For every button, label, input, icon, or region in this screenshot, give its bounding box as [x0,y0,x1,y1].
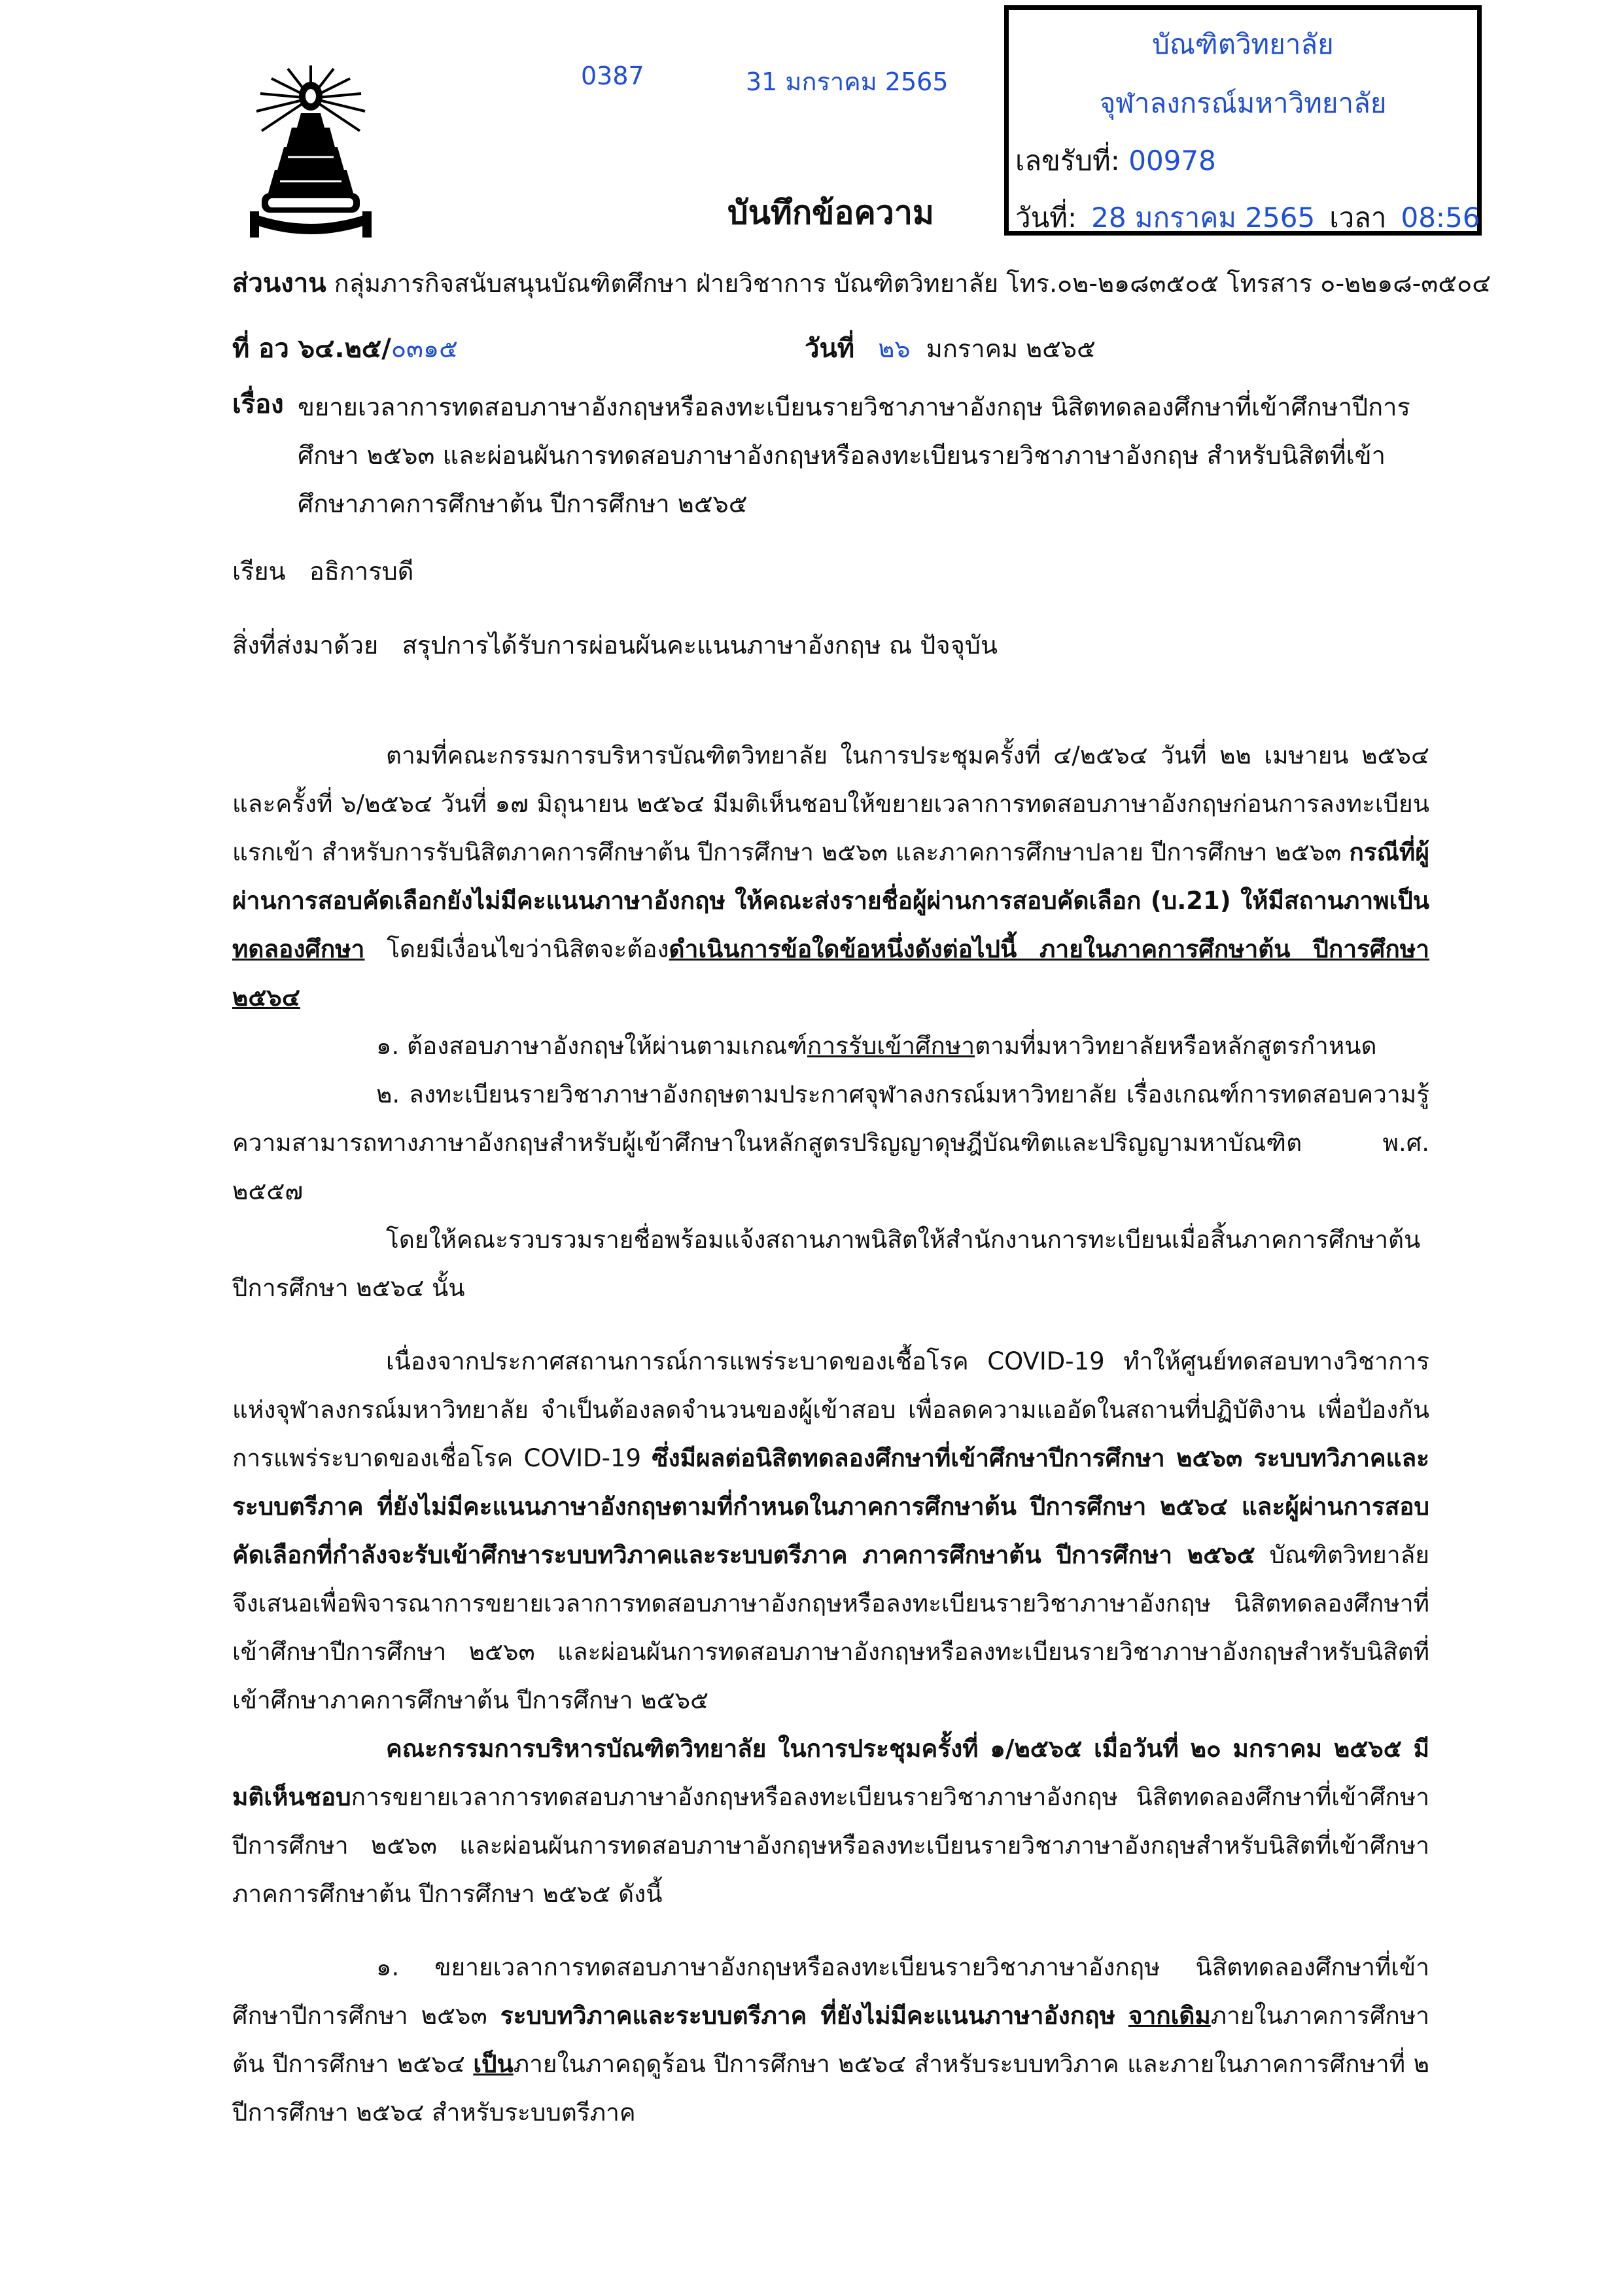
memo-title: บันทึกข้อความ [727,194,934,232]
p5-from-label: จากเดิม [1128,2002,1211,2030]
p1-condition: กรณีที่ผู้ผ่านการสอบคัดเลือกยังไม่มีคะแนนภาษาอังกฤษ ให้คณะส่งรายชื่อผู้ผ่านการสอบคัดเลือก (บ.21) ให้มีสถานภาพเป็น [232,838,1429,915]
document-number: 0387 [581,62,644,90]
p2-text: โดยให้คณะรวบรวมรายชื่อพร้อมแจ้งสถานภาพนิสิตให้สำนักงานการทะเบียนเมื่อสิ้นภาคการศึกษาต้น ปีการศึกษา ๒๕๖๔ นั้น [232,1226,1421,1302]
stamp-time: 08:56 [1401,202,1480,234]
item1-tail: ตามที่มหาวิทยาลัยหรือหลักสูตรกำหนด [975,1032,1377,1060]
stamp-receipt-row [1015,139,1216,183]
enclosure-value: สรุปการได้รับการผ่อนผันคะแนนภาษาอังกฤษ ณ ปัจจุบัน [402,631,998,660]
department-value: กลุ่มภารกิจสนับสนุนบัณฑิตศึกษา ฝ่ายวิชาการ บัณฑิตวิทยาลัย โทร.๐๒-๒๑๘๓๕๐๕ โทรสาร ๐-๒๒๑๘-๓๕๐๔ [334,269,1491,298]
subject-label: เรื่อง [232,389,284,419]
recipient-value: อธิการบดี [309,557,414,586]
p4-resolution: คณะกรรมการบริหารบัณฑิตวิทยาลัย ในการประชุมครั้งที่ ๑/๒๕๖๕ เมื่อวันที่ ๒๐ มกราคม ๒๕๖๕ มีมติเห็นชอบ [232,1735,1429,1811]
body-paragraph-4 [232,1725,1429,1918]
body-item-2 [232,1070,1429,1216]
receipt-stamp [1004,5,1482,236]
reference-row [232,327,458,369]
p3-proposal: บัณฑิตวิทยาลัย จึงเสนอเพื่อพิจารณาการขยายเวลาการทดสอบภาษาอังกฤษหรือลงทะเบียนรายวิชาภาษาอังกฤษ นิสิตทดลองศึกษาที่เข้าศึกษาปีการศึกษา ๒๕๖๓ และผ่อนผันการทดสอบภาษาอังกฤษหรือลงทะเบียนรายวิชาภาษาอังกฤษสำหรับนิสิตที่เข้าศึกษาภาคการศึกษาต้น ปีการศึกษา ๒๕๖๕ [232,1541,1429,1714]
document-date: 31 มกราคม 2565 [746,67,949,96]
item1-text: ๑. ต้องสอบภาษาอังกฤษให้ผ่านตามเกณฑ์ [376,1032,807,1060]
body-paragraph-5 [232,1943,1429,2137]
reference-label: ที่ อว ๖๔.๒๕/ [232,334,391,364]
p5-scope: ระบบทวิภาคและระบบตรีภาค ที่ยังไม่มีคะแนนภาษาอังกฤษ [500,2002,1115,2030]
p3-intro: เนื่องจากประกาศสถานการณ์การแพร่ระบาดของเชื้อโรค COVID-19 ทำให้ศูนย์ทดสอบทางวิชาการแห่งจุฬาลงกรณ์มหาวิทยาลัย จำเป็นต้องลดจำนวนของผู้เข้าสอบ เพื่อลดความแออัดในสถานที่ปฏิบัติงาน เพื่อป้องกันการแพร่ระบาดของเชื่อโรค COVID-19 [232,1347,1429,1472]
date-label: วันที่ [805,334,855,364]
item2-text: ๒. ลงทะเบียนรายวิชาภาษาอังกฤษตามประกาศจุฬาลงกรณ์มหาวิทยาลัย เรื่องเกณฑ์การทดสอบความรู้ความสามารถทางภาษาอังกฤษสำหรับผู้เข้าศึกษาในหลักสูตรปริญญาดุษฎีบัณฑิตและปริญญามหาบัณฑิต พ.ศ. ๒๕๕๗ [232,1080,1429,1205]
date-day: ๒๖ [878,334,911,363]
stamp-time-label: เวลา [1329,202,1387,234]
p1-deadline: ดำเนินการข้อใดข้อหนึ่งดังต่อไปนี้ ภายในภาคการศึกษาต้น ปีการศึกษา ๒๕๖๔ [232,935,1429,1012]
body-paragraph-1 [232,732,1429,1022]
stamp-university: จุฬาลงกรณ์มหาวิทยาลัย [1099,87,1387,119]
date-row [805,327,1096,369]
university-crest-icon [249,62,373,252]
stamp-receipt-label: เลขรับที่: [1015,145,1120,177]
subject-text: ขยายเวลาการทดสอบภาษาอังกฤษหรือลงทะเบียนรายวิชาภาษาอังกฤษ นิสิตทดลองศึกษาที่เข้าศึกษาปีการศึกษา ๒๕๖๓ และผ่อนผันการทดสอบภาษาอังกฤษหรือลงทะเบียนรายวิชาภาษาอังกฤษ สำหรับนิสิตที่เข้าศึกษาภาคการศึกษาต้น ปีการศึกษา ๒๕๖๕ [298,393,1410,518]
stamp-date-row [1015,196,1480,239]
p5-from: ภายในภาคการศึกษาต้น ปีการศึกษา ๒๕๖๔ [232,2002,1429,2078]
body-item-1 [232,1022,1429,1070]
recipient-label: เรียน [232,557,286,586]
department-label: ส่วนงาน [232,268,326,298]
body-paragraph-2 [232,1216,1429,1313]
stamp-office: บัณฑิตวิทยาลัย [1152,28,1334,60]
item1-admission: การรับเข้าศึกษา [807,1032,975,1060]
p1-trial-status: ทดลองศึกษา [232,935,365,963]
body-paragraph-3 [232,1337,1429,1725]
p5-to-label: เป็น [473,2050,514,2078]
stamp-date: 28 มกราคม 2565 [1091,202,1316,234]
p1-requirement: โดยมีเงื่อนไขว่านิสิตจะต้อง [364,935,669,963]
p3-impact: ซึ่งมีผลต่อนิสิตทดลองศึกษาที่เข้าศึกษาปีการศึกษา ๒๕๖๓ ระบบทวิภาคและระบบตรีภาค ที่ยังไม่มีคะแนนภาษาอังกฤษตามที่กำหนดในภาคการศึกษาต้น ปีการศึกษา ๒๕๖๔ และผู้ผ่านการสอบคัดเลือกที่กำลังจะรับเข้าศึกษาระบบทวิภาคและระบบตรีภาค ภาคการศึกษาต้น ปีการศึกษา ๒๕๖๕ [232,1444,1429,1569]
p1-intro: ตามที่คณะกรรมการบริหารบัณฑิตวิทยาลัย ในการประชุมครั้งที่ ๔/๒๕๖๔ วันที่ ๒๒ เมษายน ๒๕๖๔ และครั้งที่ ๖/๒๕๖๔ วันที่ ๑๗ มิถุนายน ๒๕๖๔ มีมติเห็นชอบให้ขยายเวลาการทดสอบภาษาอังกฤษก่อนการลงทะเบียนแรกเข้า สำหรับการรับนิสิตภาคการศึกษาต้น ปีการศึกษา ๒๕๖๓ และภาคการศึกษาปลาย ปีการศึกษา ๒๕๖๓ [232,741,1429,866]
stamp-date-label: วันที่: [1015,202,1077,234]
reference-number: ๐๓๑๕ [391,334,458,363]
enclosure-row [232,625,998,665]
p5-intro: ๑. ขยายเวลาการทดสอบภาษาอังกฤษหรือลงทะเบียนรายวิชาภาษาอังกฤษ นิสิตทดลองศึกษาที่เข้าศึกษาปีการศึกษา ๒๕๖๓ [232,1953,1429,2030]
p4-text: การขยายเวลาการทดสอบภาษาอังกฤษหรือลงทะเบียนรายวิชาภาษาอังกฤษ นิสิตทดลองศึกษาที่เข้าศึกษาปีการศึกษา ๒๕๖๓ และผ่อนผันการทดสอบภาษาอังกฤษหรือลงทะเบียนรายวิชาภาษาอังกฤษสำหรับนิสิตที่เข้าศึกษาภาคการศึกษาต้น ปีการศึกษา ๒๕๖๕ ดังนี้ [232,1783,1429,1908]
enclosure-label: สิ่งที่ส่งมาด้วย [232,631,379,660]
stamp-receipt-number: 00978 [1128,145,1216,177]
department-row [232,262,1491,304]
p5-to: ภายในภาคฤดูร้อน ปีการศึกษา ๒๕๖๔ สำหรับระบบทวิภาค และภายในภาคการศึกษาที่ ๒ ปีการศึกษา ๒๕๖๔ สำหรับระบบตรีภาค [232,2050,1429,2127]
recipient-row [232,551,413,591]
date-month-year: มกราคม ๒๕๖๕ [926,334,1096,363]
